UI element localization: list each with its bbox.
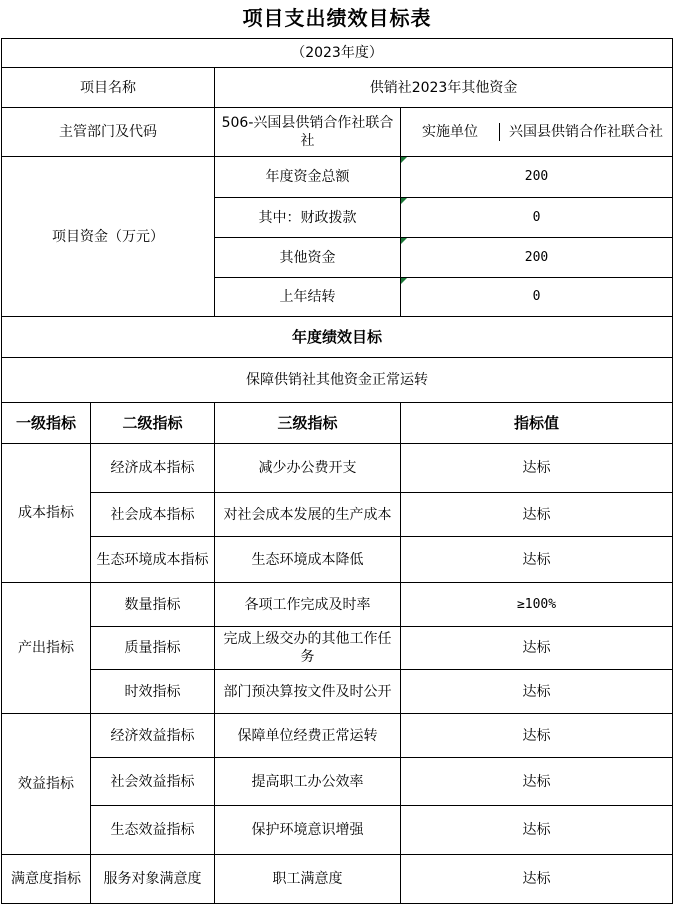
indicator-l2: 社会成本指标 xyxy=(91,493,215,537)
fund-value-text: 0 xyxy=(532,289,541,304)
indicator-value: ≥100% xyxy=(401,583,673,627)
column-header-row xyxy=(2,403,673,444)
dept-label: 主管部门及代码 xyxy=(2,108,215,157)
indicator-l2: 生态环境成本指标 xyxy=(91,537,215,583)
indicator-value: 达标 xyxy=(401,670,673,714)
indicator-value: 达标 xyxy=(401,806,673,855)
group-name: 产出指标 xyxy=(2,583,91,714)
col-header-l1: 一级指标 xyxy=(2,403,91,444)
indicator-l3: 完成上级交办的其他工作任务 xyxy=(215,627,401,670)
indicator-l2: 数量指标 xyxy=(91,583,215,627)
indicator-l3: 职工满意度 xyxy=(215,855,401,904)
fund-label: 其中：财政拨款 xyxy=(215,198,401,238)
indicator-value: 达标 xyxy=(401,493,673,537)
indicator-value: 达标 xyxy=(401,714,673,758)
indicator-l3: 生态环境成本降低 xyxy=(215,537,401,583)
col-header-l3: 三级指标 xyxy=(215,403,401,444)
indicator-value: 达标 xyxy=(401,537,673,583)
fund-value xyxy=(401,157,673,198)
indicator-row xyxy=(2,493,673,537)
year-row xyxy=(2,39,673,68)
performance-table xyxy=(1,38,673,904)
indicator-l2: 经济效益指标 xyxy=(91,714,215,758)
comment-marker xyxy=(401,157,407,163)
fund-label: 上年结转 xyxy=(215,278,401,317)
indicator-row xyxy=(2,806,673,855)
indicator-l3: 保障单位经费正常运转 xyxy=(215,714,401,758)
fund-label: 其他资金 xyxy=(215,238,401,278)
indicator-l2: 质量指标 xyxy=(91,627,215,670)
indicator-row xyxy=(2,537,673,583)
dept-value: 506-兴国县供销合作社联合社 xyxy=(215,108,401,157)
fund-value-text: 200 xyxy=(524,249,549,265)
indicator-l2: 经济成本指标 xyxy=(91,444,215,493)
annual-goal-row xyxy=(2,358,673,403)
col-header-l2: 二级指标 xyxy=(91,403,215,444)
indicator-l3: 提高职工办公效率 xyxy=(215,758,401,806)
group-name: 效益指标 xyxy=(2,714,91,855)
indicator-l3: 部门预决算按文件及时公开 xyxy=(215,670,401,714)
indicator-l3: 各项工作完成及时率 xyxy=(215,583,401,627)
group-name: 满意度指标 xyxy=(2,855,91,904)
annual-goal-header: 年度绩效目标 xyxy=(2,317,673,358)
project-name-label: 项目名称 xyxy=(2,68,215,108)
impl-value: 兴国县供销合作社联合社 xyxy=(509,124,664,140)
indicator-value: 达标 xyxy=(401,758,673,806)
indicator-l2: 社会效益指标 xyxy=(91,758,215,806)
annual-goal-header-row xyxy=(2,317,673,358)
group-name: 成本指标 xyxy=(2,444,91,583)
comment-marker xyxy=(401,198,407,204)
indicator-l2: 生态效益指标 xyxy=(91,806,215,855)
indicator-row xyxy=(2,855,673,904)
fund-value xyxy=(401,238,673,278)
indicator-l3: 减少办公费开支 xyxy=(215,444,401,493)
annual-goal-text: 保障供销社其他资金正常运转 xyxy=(2,358,673,403)
indicator-row xyxy=(2,670,673,714)
funds-label xyxy=(2,157,215,317)
fund-value-text: 0 xyxy=(532,209,541,225)
indicator-row xyxy=(2,444,673,493)
indicator-l3: 保护环境意识增强 xyxy=(215,806,401,855)
impl-cell xyxy=(401,108,673,157)
indicator-value: 达标 xyxy=(401,627,673,670)
fund-row xyxy=(2,157,673,198)
indicator-row xyxy=(2,583,673,627)
comment-marker xyxy=(401,238,407,244)
project-name-value: 供销社2023年其他资金 xyxy=(215,68,673,108)
fund-label: 年度资金总额 xyxy=(215,157,401,198)
fund-value xyxy=(401,278,673,317)
funds-label-text: 项目资金（万元） xyxy=(52,228,164,245)
page-title: 项目支出绩效目标表 xyxy=(242,6,432,30)
col-header-value: 指标值 xyxy=(401,403,673,444)
dept-row xyxy=(2,108,673,157)
fund-value-text: 200 xyxy=(524,169,549,184)
comment-marker xyxy=(401,278,407,284)
indicator-l2: 服务对象满意度 xyxy=(91,855,215,904)
indicator-value: 达标 xyxy=(401,855,673,904)
impl-label: 实施单位 xyxy=(401,123,500,141)
indicator-row xyxy=(2,758,673,806)
year-note: （2023年度） xyxy=(2,39,673,68)
project-name-row xyxy=(2,68,673,108)
indicator-row xyxy=(2,627,673,670)
indicator-l3: 对社会成本发展的生产成本 xyxy=(215,493,401,537)
fund-value xyxy=(401,198,673,238)
indicator-row xyxy=(2,714,673,758)
indicator-l2: 时效指标 xyxy=(91,670,215,714)
indicator-value: 达标 xyxy=(401,444,673,493)
